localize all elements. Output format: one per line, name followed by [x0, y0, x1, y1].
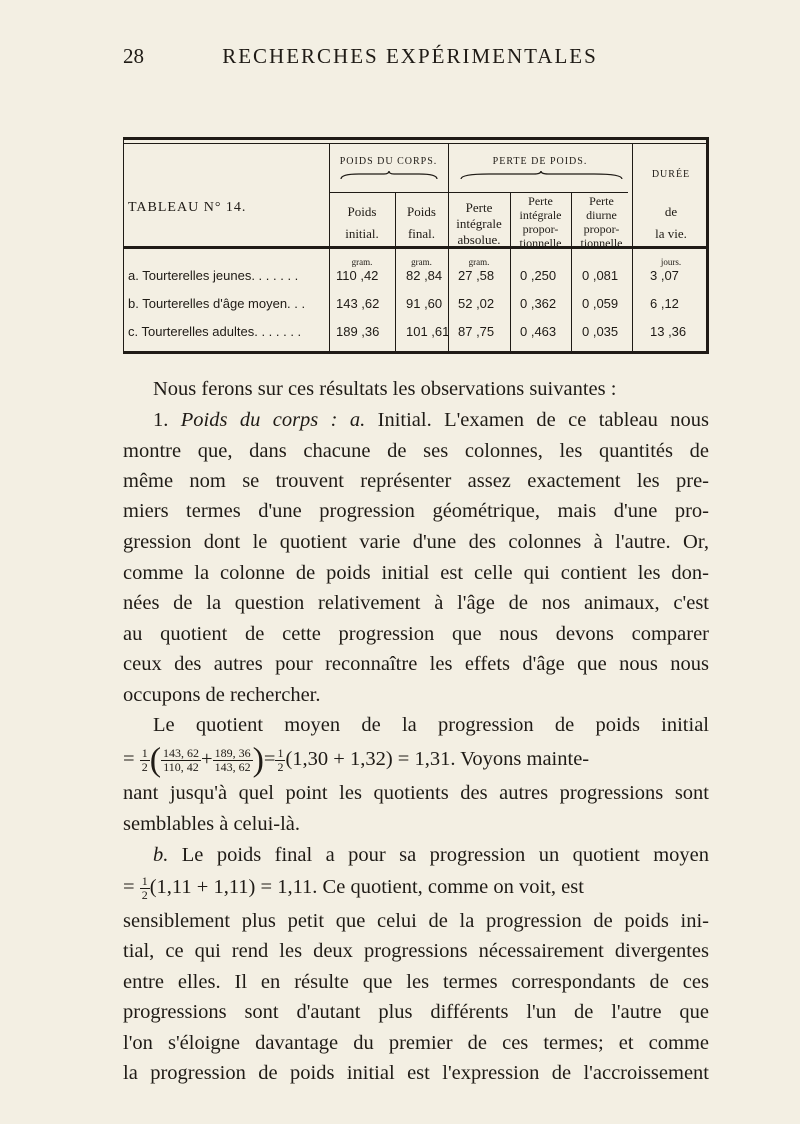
cell-initial: 189 ,36 [336, 324, 380, 339]
page-number: 28 [123, 44, 144, 68]
cell-final: 82 ,84 [406, 268, 443, 283]
col-duration: de la vie. [655, 204, 687, 241]
unit-duration: jours. [660, 257, 682, 267]
cell-final: 91 ,60 [406, 296, 443, 311]
text-line: nées de la question relativement à l'âge de nos animaux, c'est [123, 592, 709, 614]
text-line: progressions sont d'autant plus différents l'un de l'autre que [123, 1001, 709, 1023]
brace-loss [459, 171, 624, 179]
group-loss: PERTE DE POIDS. [492, 156, 588, 167]
cell-abs: 87 ,75 [458, 324, 495, 339]
unit-abs: gram. [468, 257, 490, 267]
row-label: c. Tourterelles adultes. . . . . . . [128, 324, 302, 339]
table-row [124, 268, 710, 288]
text-line: même nom se trouvent représenter assez exactement les pre- [123, 470, 709, 492]
cell-duration: 13 ,36 [650, 324, 687, 339]
unit-final: gram. [411, 257, 432, 267]
col-loss-prop: Perte intégrale propor- tionnelle [519, 194, 562, 250]
text-line: l'on s'éloigne davantage du premier de ces termes; et comme [123, 1032, 709, 1054]
text-line: Nous ferons sur ces résultats les observations suivantes : [153, 378, 617, 400]
col-loss-abs: Perte intégrale absolue. [456, 200, 502, 247]
cell-prop: 0 ,463 [520, 324, 557, 339]
cell-initial: 143 ,62 [336, 296, 380, 311]
text-line: occupons de rechercher. [123, 684, 321, 706]
formula-final: = $\frac{1}{2}$ (1,11 + 1,11) = 1,11. Ce quotient, comme on voit, est [123, 873, 584, 902]
group-weight: POIDS DU CORPS. [339, 156, 438, 167]
text-line: b. Le poids final a pour sa progression un quotient moyen [153, 844, 709, 866]
col-loss-daily: Perte diurne propor- tionnelle [580, 194, 623, 250]
text-line: montre que, dans chacune de ses colonnes, les quantités de [123, 440, 709, 462]
data-table [123, 137, 709, 354]
cell-final: 101 ,61 [406, 324, 450, 339]
formula-initial: = $\frac{1}{2}$ ( $\frac{143, 62}{110, 42}$ + $\frac{189, 36}{143, 62}$ )= $\frac{1}{2}$ (1,30 + 1,32) = 1,31. Voyons mainte- [123, 741, 590, 779]
text-line: 1. Poids du corps : a. Initial. L'examen de ce tableau nous [153, 409, 710, 431]
text-line: gression dont le quotient varie d'une des colonnes à l'autre. Or, [123, 531, 709, 553]
text-line: entre elles. Il en résulte que les termes correspondants de ces [123, 971, 709, 993]
running-title: RECHERCHES EXPÉRIMENTALES [222, 44, 598, 68]
text-line: Le quotient moyen de la progression de poids initial [153, 714, 709, 736]
row-label: a. Tourterelles jeunes. . . . . . . [128, 268, 299, 283]
row-label: b. Tourterelles d'âge moyen. . . [128, 296, 306, 311]
table-row [124, 296, 710, 316]
table-row [124, 324, 710, 344]
cell-duration: 3 ,07 [650, 268, 679, 283]
brace-weight [339, 171, 439, 179]
cell-abs: 52 ,02 [458, 296, 495, 311]
text-line: au quotient de cette progression que nous devons comparer [123, 623, 709, 645]
text-line: comme la colonne de poids initial est celle qui contient les don- [123, 562, 709, 584]
cell-daily: 0 ,035 [582, 324, 619, 339]
cell-abs: 27 ,58 [458, 268, 495, 283]
col-weight-initial: Poids initial. [345, 204, 379, 241]
text-line: ceux des autres pour reconnaître les effets d'âge que nous nous [123, 653, 709, 675]
text-line: miers termes d'une progression géométrique, mais d'une pro- [123, 500, 709, 522]
cell-prop: 0 ,250 [520, 268, 557, 283]
table-title: TABLEAU N° 14. [128, 200, 247, 215]
text-line: semblables à celui-là. [123, 813, 301, 835]
cell-duration: 6 ,12 [650, 296, 679, 311]
text-line: la progression de poids initial est l'expression de l'accroissement [123, 1062, 709, 1084]
cell-prop: 0 ,362 [520, 296, 557, 311]
text-line: tial, ce qui rend les deux progressions nécessairement divergentes [123, 940, 709, 962]
group-duration: DURÉE [651, 169, 691, 180]
col-weight-final: Poids final. [407, 204, 436, 241]
cell-daily: 0 ,059 [582, 296, 619, 311]
cell-initial: 110 ,42 [336, 268, 379, 283]
text-line: sensiblement plus petit que celui de la progression de poids ini- [123, 910, 709, 932]
text-line: nant jusqu'à quel point les quotients des autres progressions sont [123, 782, 709, 804]
unit-initial: gram. [351, 257, 373, 267]
cell-daily: 0 ,081 [582, 268, 619, 283]
page-header [0, 44, 800, 74]
